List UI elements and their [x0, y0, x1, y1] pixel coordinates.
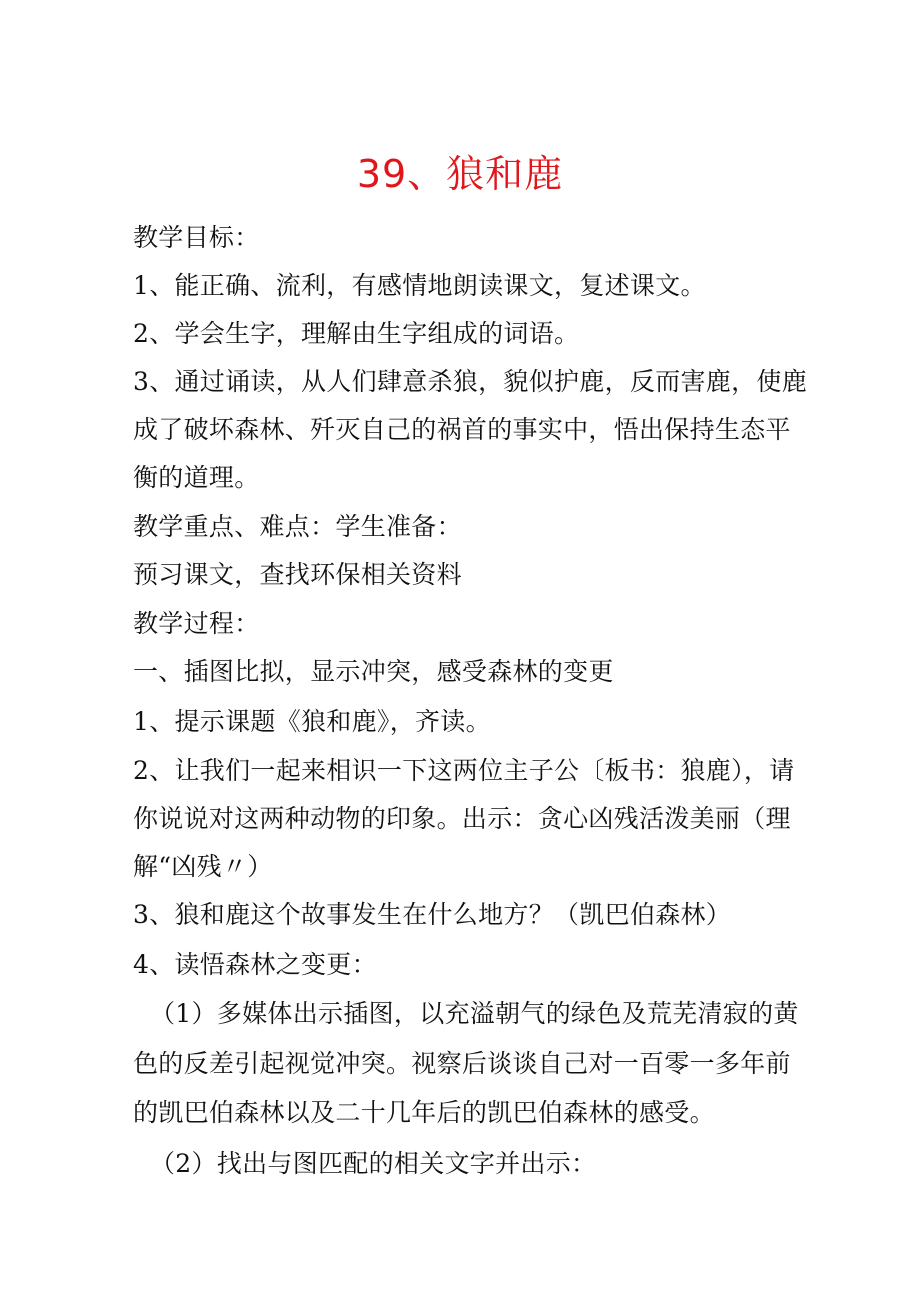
- text-line: 衡的道理。: [133, 463, 260, 492]
- text-line: 3、通过诵读，从人们肆意杀狼，貌似护鹿，反而害鹿，使鹿: [133, 367, 808, 396]
- text-line: 的凯巴伯森林以及二十几年后的凯巴伯森林的感受。: [133, 1098, 715, 1127]
- text-line: 解“凶残〃）: [133, 852, 273, 881]
- text-line: 色的反差引起视觉冲突。视察后谈谈自己对一百零一多年前: [133, 1049, 791, 1078]
- text-line: 4、读悟森林之变更：: [133, 950, 377, 979]
- text-line: 预习课文，查找环保相关资料: [133, 560, 462, 589]
- text-line: 3、狼和鹿这个故事发生在什么地方？（凯巴伯森林）: [133, 900, 732, 929]
- text-line: 1、提示课题《狼和鹿》，齐读。: [133, 707, 491, 736]
- text-line: 2、让我们一起来相识一下这两位主子公〔板书：狼鹿），请: [133, 756, 795, 785]
- text-line: 2、学会生字，理解由生字组成的词语。: [133, 319, 580, 348]
- text-line: （1）多媒体出示插图，以充溢朝气的绿色及荒芜清寂的黄: [150, 999, 799, 1028]
- text-line: 教学目标：: [133, 223, 260, 252]
- text-line: 你说说对这两种动物的印象。出示：贪心凶残活泼美丽（理: [133, 804, 791, 833]
- text-line: 教学重点、难点：学生准备：: [133, 512, 462, 541]
- text-line: （2）找出与图匹配的相关文字并出示：: [150, 1149, 597, 1178]
- text-line: 一、插图比拟，显示冲突，感受森林的变更: [133, 657, 614, 686]
- text-line: 教学过程：: [133, 609, 260, 638]
- text-line: 1、能正确、流利，有感情地朗读课文，复述课文。: [133, 271, 706, 300]
- document-title: 39、狼和鹿: [356, 152, 564, 196]
- text-line: 成了破坏森林、歼灭自己的祸首的事实中，悟出保持生态平: [133, 415, 791, 444]
